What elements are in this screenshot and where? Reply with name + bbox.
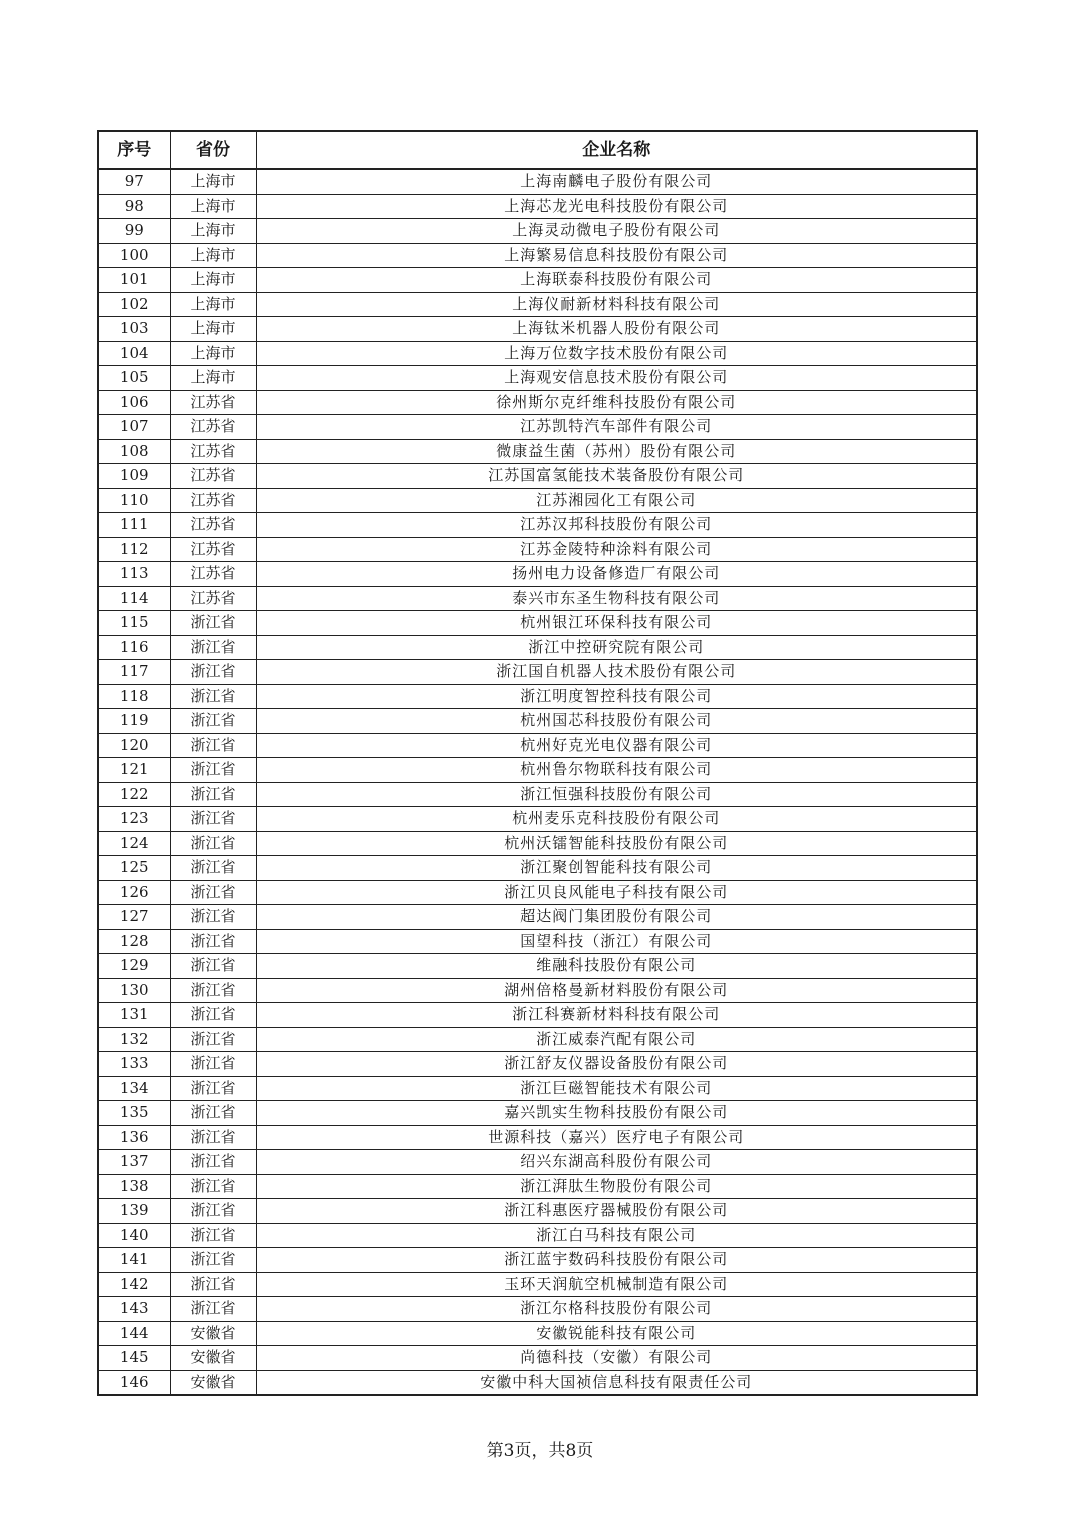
cell-company-name: 浙江贝良风能电子科技有限公司: [256, 880, 977, 905]
cell-company-name: 上海联泰科技股份有限公司: [256, 268, 977, 293]
cell-index: 111: [98, 513, 170, 538]
table-row: [98, 243, 977, 268]
cell-index: 104: [98, 341, 170, 366]
table-row: [98, 366, 977, 391]
cell-province: 浙江省: [170, 733, 256, 758]
table-body: [98, 169, 977, 1395]
cell-province: 上海市: [170, 317, 256, 342]
cell-index: 116: [98, 635, 170, 660]
cell-company-name: 浙江科赛新材料科技有限公司: [256, 1003, 977, 1028]
table-row: [98, 464, 977, 489]
cell-province: 浙江省: [170, 709, 256, 734]
cell-province: 江苏省: [170, 586, 256, 611]
cell-company-name: 嘉兴凯实生物科技股份有限公司: [256, 1101, 977, 1126]
cell-province: 江苏省: [170, 513, 256, 538]
cell-province: 浙江省: [170, 807, 256, 832]
cell-company-name: 杭州好克光电仪器有限公司: [256, 733, 977, 758]
cell-index: 102: [98, 292, 170, 317]
table-row: [98, 684, 977, 709]
cell-province: 浙江省: [170, 905, 256, 930]
cell-company-name: 浙江明度智控科技有限公司: [256, 684, 977, 709]
cell-index: 98: [98, 194, 170, 219]
cell-index: 130: [98, 978, 170, 1003]
cell-index: 136: [98, 1125, 170, 1150]
table-row: [98, 488, 977, 513]
cell-company-name: 维融科技股份有限公司: [256, 954, 977, 979]
cell-company-name: 浙江国自机器人技术股份有限公司: [256, 660, 977, 685]
cell-company-name: 上海万位数字技术股份有限公司: [256, 341, 977, 366]
cell-index: 101: [98, 268, 170, 293]
cell-province: 浙江省: [170, 1199, 256, 1224]
cell-company-name: 浙江恒强科技股份有限公司: [256, 782, 977, 807]
table-row: [98, 562, 977, 587]
cell-province: 浙江省: [170, 1125, 256, 1150]
table-row: [98, 1052, 977, 1077]
cell-index: 100: [98, 243, 170, 268]
cell-index: 143: [98, 1297, 170, 1322]
cell-company-name: 浙江巨磁智能技术有限公司: [256, 1076, 977, 1101]
table-row: [98, 1297, 977, 1322]
cell-province: 浙江省: [170, 1003, 256, 1028]
cell-company-name: 超达阀门集团股份有限公司: [256, 905, 977, 930]
cell-index: 108: [98, 439, 170, 464]
cell-province: 上海市: [170, 219, 256, 244]
cell-index: 134: [98, 1076, 170, 1101]
cell-province: 浙江省: [170, 1076, 256, 1101]
table-row: [98, 219, 977, 244]
cell-company-name: 绍兴东湖高科股份有限公司: [256, 1150, 977, 1175]
table-row: [98, 1027, 977, 1052]
header-company-name: 企业名称: [256, 131, 977, 169]
cell-company-name: 湖州倍格曼新材料股份有限公司: [256, 978, 977, 1003]
cell-company-name: 泰兴市东圣生物科技有限公司: [256, 586, 977, 611]
cell-index: 141: [98, 1248, 170, 1273]
cell-index: 128: [98, 929, 170, 954]
cell-company-name: 徐州斯尔克纤维科技股份有限公司: [256, 390, 977, 415]
cell-index: 139: [98, 1199, 170, 1224]
cell-province: 江苏省: [170, 537, 256, 562]
cell-province: 浙江省: [170, 1027, 256, 1052]
cell-company-name: 安徽锐能科技有限公司: [256, 1321, 977, 1346]
table-row: [98, 513, 977, 538]
cell-index: 118: [98, 684, 170, 709]
table-row: [98, 1150, 977, 1175]
cell-index: 123: [98, 807, 170, 832]
cell-company-name: 浙江蓝宇数码科技股份有限公司: [256, 1248, 977, 1273]
cell-company-name: 江苏湘园化工有限公司: [256, 488, 977, 513]
cell-company-name: 玉环天润航空机械制造有限公司: [256, 1272, 977, 1297]
table-row: [98, 831, 977, 856]
cell-index: 103: [98, 317, 170, 342]
cell-company-name: 上海南麟电子股份有限公司: [256, 169, 977, 194]
cell-index: 119: [98, 709, 170, 734]
cell-company-name: 浙江威泰汽配有限公司: [256, 1027, 977, 1052]
cell-company-name: 上海芯龙光电科技股份有限公司: [256, 194, 977, 219]
cell-index: 137: [98, 1150, 170, 1175]
cell-province: 安徽省: [170, 1321, 256, 1346]
cell-company-name: 江苏金陵特种涂料有限公司: [256, 537, 977, 562]
cell-index: 133: [98, 1052, 170, 1077]
cell-province: 江苏省: [170, 464, 256, 489]
header-index: 序号: [98, 131, 170, 169]
table-row: [98, 709, 977, 734]
cell-province: 上海市: [170, 169, 256, 194]
table-row: [98, 439, 977, 464]
table-row: [98, 905, 977, 930]
cell-province: 上海市: [170, 243, 256, 268]
cell-province: 浙江省: [170, 1052, 256, 1077]
cell-company-name: 浙江中控研究院有限公司: [256, 635, 977, 660]
cell-index: 138: [98, 1174, 170, 1199]
cell-index: 146: [98, 1370, 170, 1395]
cell-index: 121: [98, 758, 170, 783]
table-row: [98, 292, 977, 317]
cell-company-name: 微康益生菌（苏州）股份有限公司: [256, 439, 977, 464]
table-row: [98, 856, 977, 881]
cell-index: 140: [98, 1223, 170, 1248]
cell-province: 上海市: [170, 268, 256, 293]
cell-province: 浙江省: [170, 1223, 256, 1248]
table-row: [98, 611, 977, 636]
cell-index: 112: [98, 537, 170, 562]
table-row: [98, 1174, 977, 1199]
cell-province: 浙江省: [170, 954, 256, 979]
table-row: [98, 1101, 977, 1126]
cell-company-name: 江苏国富氢能技术装备股份有限公司: [256, 464, 977, 489]
cell-index: 115: [98, 611, 170, 636]
cell-province: 浙江省: [170, 1101, 256, 1126]
table-row: [98, 635, 977, 660]
cell-province: 浙江省: [170, 1272, 256, 1297]
cell-index: 110: [98, 488, 170, 513]
table-row: [98, 782, 977, 807]
cell-index: 114: [98, 586, 170, 611]
cell-company-name: 杭州麦乐克科技股份有限公司: [256, 807, 977, 832]
cell-index: 129: [98, 954, 170, 979]
cell-index: 127: [98, 905, 170, 930]
cell-province: 江苏省: [170, 415, 256, 440]
cell-company-name: 国望科技（浙江）有限公司: [256, 929, 977, 954]
table-row: [98, 1321, 977, 1346]
table-row: [98, 169, 977, 194]
table-row: [98, 415, 977, 440]
cell-province: 安徽省: [170, 1370, 256, 1395]
company-list-table: [97, 130, 978, 1396]
cell-province: 浙江省: [170, 929, 256, 954]
cell-company-name: 扬州电力设备修造厂有限公司: [256, 562, 977, 587]
cell-index: 126: [98, 880, 170, 905]
cell-province: 浙江省: [170, 978, 256, 1003]
cell-province: 浙江省: [170, 635, 256, 660]
cell-province: 浙江省: [170, 1150, 256, 1175]
cell-company-name: 浙江湃肽生物股份有限公司: [256, 1174, 977, 1199]
cell-company-name: 上海灵动微电子股份有限公司: [256, 219, 977, 244]
cell-index: 117: [98, 660, 170, 685]
cell-company-name: 江苏凯特汽车部件有限公司: [256, 415, 977, 440]
cell-index: 142: [98, 1272, 170, 1297]
cell-company-name: 杭州沃镭智能科技股份有限公司: [256, 831, 977, 856]
cell-province: 上海市: [170, 194, 256, 219]
cell-company-name: 杭州银江环保科技有限公司: [256, 611, 977, 636]
cell-province: 浙江省: [170, 880, 256, 905]
table-row: [98, 1223, 977, 1248]
cell-index: 144: [98, 1321, 170, 1346]
table-row: [98, 807, 977, 832]
table-row: [98, 978, 977, 1003]
table-row: [98, 586, 977, 611]
cell-province: 浙江省: [170, 1174, 256, 1199]
cell-province: 上海市: [170, 292, 256, 317]
table-row: [98, 1125, 977, 1150]
table-row: [98, 1272, 977, 1297]
cell-province: 上海市: [170, 341, 256, 366]
cell-index: 145: [98, 1346, 170, 1371]
cell-index: 125: [98, 856, 170, 881]
table-row: [98, 1076, 977, 1101]
cell-company-name: 浙江科惠医疗器械股份有限公司: [256, 1199, 977, 1224]
cell-company-name: 杭州国芯科技股份有限公司: [256, 709, 977, 734]
table-row: [98, 268, 977, 293]
cell-province: 浙江省: [170, 611, 256, 636]
cell-province: 浙江省: [170, 1297, 256, 1322]
cell-province: 浙江省: [170, 1248, 256, 1273]
table-row: [98, 1370, 977, 1395]
cell-company-name: 上海钛米机器人股份有限公司: [256, 317, 977, 342]
cell-index: 105: [98, 366, 170, 391]
cell-company-name: 上海观安信息技术股份有限公司: [256, 366, 977, 391]
cell-company-name: 浙江白马科技有限公司: [256, 1223, 977, 1248]
cell-index: 113: [98, 562, 170, 587]
cell-index: 135: [98, 1101, 170, 1126]
cell-index: 107: [98, 415, 170, 440]
cell-company-name: 浙江聚创智能科技有限公司: [256, 856, 977, 881]
cell-company-name: 世源科技（嘉兴）医疗电子有限公司: [256, 1125, 977, 1150]
cell-index: 124: [98, 831, 170, 856]
cell-province: 浙江省: [170, 660, 256, 685]
cell-province: 上海市: [170, 366, 256, 391]
cell-index: 97: [98, 169, 170, 194]
table-row: [98, 1003, 977, 1028]
table-row: [98, 880, 977, 905]
cell-company-name: 浙江尔格科技股份有限公司: [256, 1297, 977, 1322]
cell-province: 浙江省: [170, 856, 256, 881]
cell-company-name: 江苏汉邦科技股份有限公司: [256, 513, 977, 538]
cell-province: 浙江省: [170, 758, 256, 783]
cell-index: 106: [98, 390, 170, 415]
table-row: [98, 1248, 977, 1273]
table-row: [98, 733, 977, 758]
table-row: [98, 954, 977, 979]
cell-province: 江苏省: [170, 562, 256, 587]
cell-index: 99: [98, 219, 170, 244]
table-row: [98, 317, 977, 342]
cell-index: 132: [98, 1027, 170, 1052]
cell-index: 131: [98, 1003, 170, 1028]
cell-company-name: 上海仪耐新材料科技有限公司: [256, 292, 977, 317]
table-row: [98, 537, 977, 562]
cell-company-name: 安徽中科大国祯信息科技有限责任公司: [256, 1370, 977, 1395]
cell-company-name: 上海繁易信息科技股份有限公司: [256, 243, 977, 268]
cell-index: 120: [98, 733, 170, 758]
table-row: [98, 1346, 977, 1371]
table-row: [98, 929, 977, 954]
table-row: [98, 390, 977, 415]
table-row: [98, 660, 977, 685]
cell-province: 安徽省: [170, 1346, 256, 1371]
cell-province: 浙江省: [170, 831, 256, 856]
cell-index: 122: [98, 782, 170, 807]
cell-index: 109: [98, 464, 170, 489]
cell-province: 江苏省: [170, 390, 256, 415]
table-header-row: [98, 131, 977, 169]
cell-company-name: 杭州鲁尔物联科技有限公司: [256, 758, 977, 783]
cell-province: 浙江省: [170, 684, 256, 709]
page-number: 第3页，共8页: [486, 1441, 594, 1461]
cell-company-name: 尚德科技（安徽）有限公司: [256, 1346, 977, 1371]
table-row: [98, 758, 977, 783]
table-row: [98, 341, 977, 366]
table-row: [98, 1199, 977, 1224]
cell-province: 江苏省: [170, 439, 256, 464]
cell-province: 浙江省: [170, 782, 256, 807]
cell-company-name: 浙江舒友仪器设备股份有限公司: [256, 1052, 977, 1077]
cell-province: 江苏省: [170, 488, 256, 513]
header-province: 省份: [170, 131, 256, 169]
table-row: [98, 194, 977, 219]
